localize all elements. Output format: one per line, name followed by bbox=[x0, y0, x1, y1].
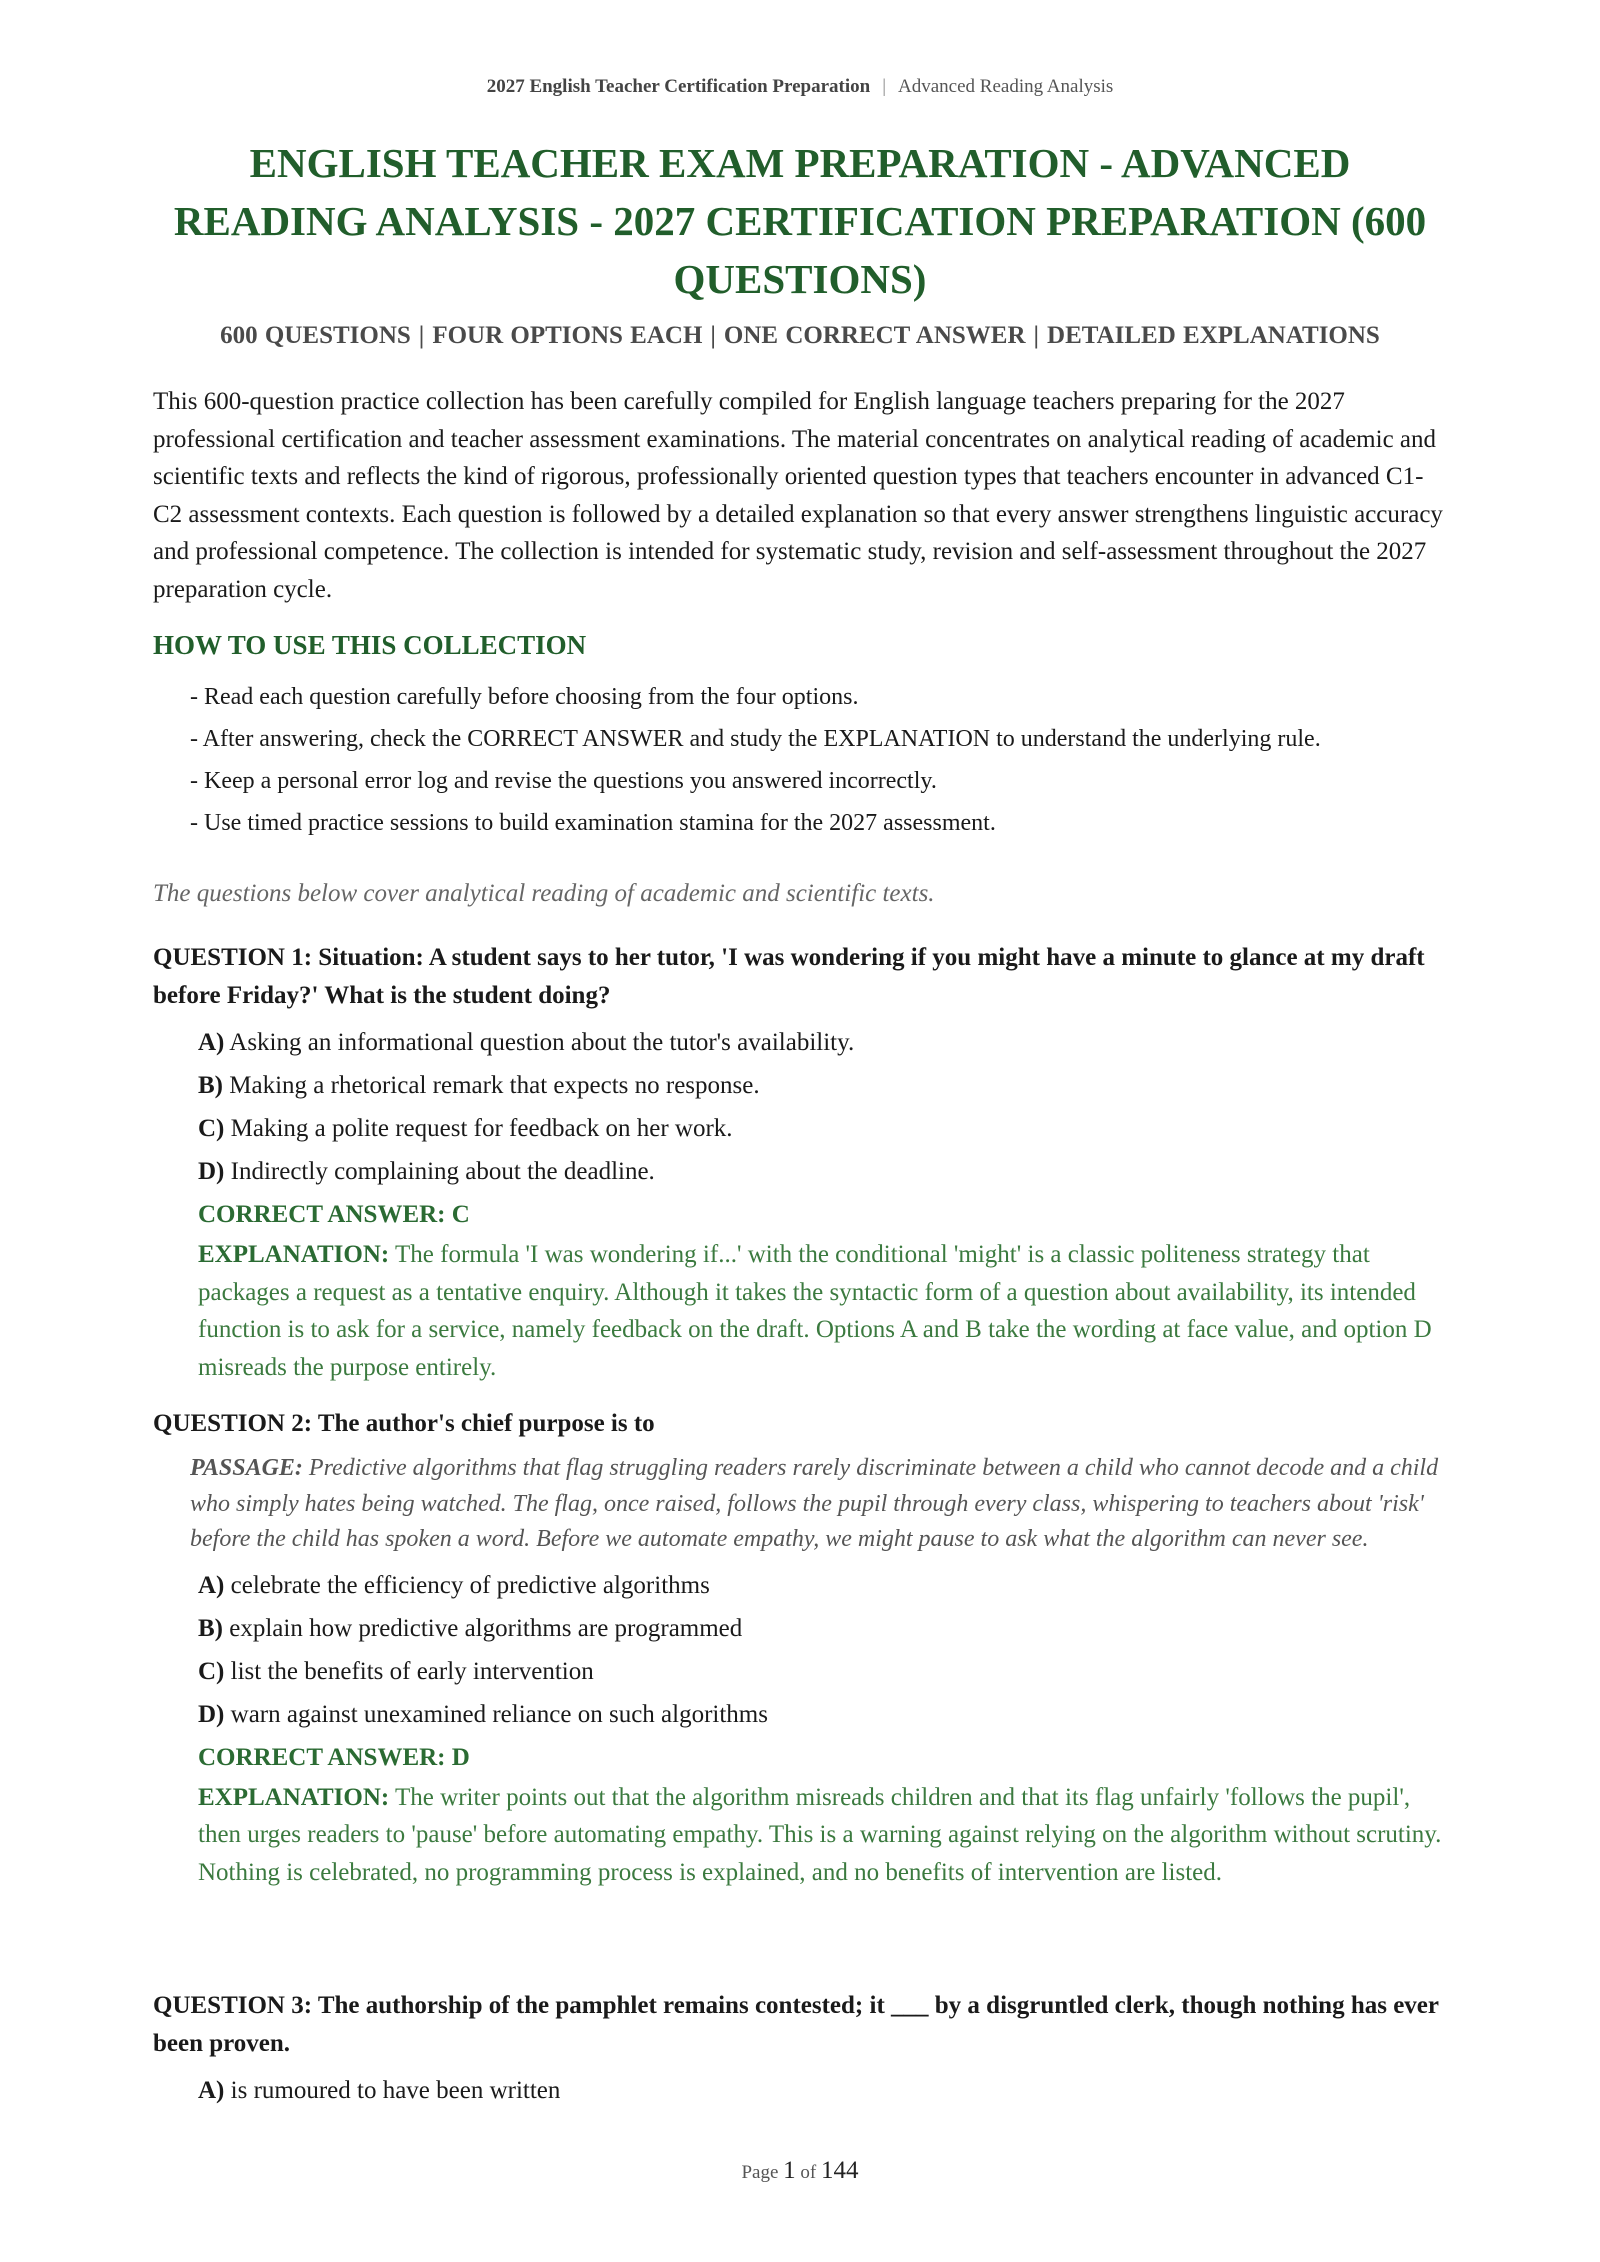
meta-item: FOUR OPTIONS EACH bbox=[432, 322, 703, 349]
question-3 bbox=[153, 1987, 1447, 2112]
option-letter: A) bbox=[198, 1029, 225, 1056]
explanation-label: EXPLANATION: bbox=[198, 1241, 390, 1268]
page-footer bbox=[0, 2157, 1600, 2185]
meta-line bbox=[0, 322, 1600, 350]
meta-item: ONE CORRECT ANSWER bbox=[723, 322, 1026, 349]
explanation-label: EXPLANATION: bbox=[198, 1783, 390, 1811]
meta-separator: | bbox=[710, 322, 716, 349]
option-c bbox=[198, 1650, 1447, 1693]
question-2 bbox=[153, 1405, 1447, 1891]
passage-text: Predictive algorithms that flag struggling readers rarely discriminate between a child who cannot decode and a child who simply hates being watched. The flag, once raised, follows the pupil through every class, whispering to teachers about 'risk' before the child has spoken a word. Before we automate empathy, we might pause to ask what the algorithm can never see. bbox=[190, 1455, 1439, 1552]
option-letter: A) bbox=[198, 1571, 225, 1599]
running-head-section: Advanced Reading Analysis bbox=[898, 76, 1114, 97]
question-stem: QUESTION 1: Situation: A student says to her tutor, 'I was wondering if you might have a minute to glance at my draft before Friday?' What is the student doing? bbox=[153, 944, 1425, 1009]
option-a bbox=[198, 2069, 1447, 2112]
option-letter: D) bbox=[198, 1158, 225, 1185]
explanation-text: The writer points out that the algorithm misreads children and that its flag unfairly 'follows the pupil', then urges readers to 'pause' before automating empathy. This is a warning against relying on the algorithm without scrutiny. Nothing is celebrated, no programming process is explained, and no benefits of intervention are listed. bbox=[198, 1783, 1442, 1886]
option-text: explain how predictive algorithms are programmed bbox=[229, 1614, 743, 1642]
document-title: ENGLISH TEACHER EXAM PREPARATION - ADVANCED READING ANALYSIS - 2027 CERTIFICATION PREPARATION (600 QUESTIONS) bbox=[173, 140, 1427, 302]
how-to-use-list bbox=[190, 679, 1447, 847]
running-head-separator: | bbox=[882, 76, 887, 97]
page-label: Page bbox=[741, 2162, 779, 2183]
option-list bbox=[198, 1564, 1447, 1736]
page-number: 1 bbox=[783, 2157, 796, 2184]
option-text: is rumoured to have been written bbox=[230, 2077, 561, 2104]
scope-note: The questions below cover analytical reading of academic and scientific texts. bbox=[153, 880, 935, 907]
option-b bbox=[198, 1064, 1447, 1107]
question-stem: QUESTION 3: The authorship of the pamphlet remains contested; it ___ by a disgruntled clerk, though nothing has ever been proven. bbox=[153, 1992, 1439, 2057]
list-item: - Read each question carefully before choosing from the four options. bbox=[190, 684, 859, 710]
option-letter: C) bbox=[198, 1657, 225, 1685]
intro-paragraph: This 600-question practice collection has been carefully compiled for English language teachers preparing for the 2027 professional certification and teacher assessment examinations. The material concentrates on analytical reading of academic and scientific texts and reflects the kind of rigorous, professionally oriented question types that teachers encounter in advanced C1-C2 assessment contexts. Each question is followed by a detailed explanation so that every answer strengthens linguistic accuracy and professional competence. The collection is intended for systematic study, revision and self-assessment throughout the 2027 preparation cycle. bbox=[153, 388, 1443, 603]
option-c bbox=[198, 1107, 1447, 1150]
option-text: celebrate the efficiency of predictive algorithms bbox=[230, 1571, 710, 1599]
option-text: list the benefits of early intervention bbox=[230, 1657, 594, 1685]
how-to-use-heading: HOW TO USE THIS COLLECTION bbox=[153, 630, 587, 660]
option-text: warn against unexamined reliance on such algorithms bbox=[230, 1700, 768, 1728]
page-of: of bbox=[800, 2162, 817, 2183]
option-a bbox=[198, 1564, 1447, 1607]
explanation bbox=[198, 1779, 1447, 1892]
passage-label: PASSAGE: bbox=[190, 1455, 303, 1481]
option-letter: B) bbox=[198, 1614, 223, 1642]
option-d bbox=[198, 1150, 1447, 1193]
list-item: - Keep a personal error log and revise the questions you answered incorrectly. bbox=[190, 768, 937, 794]
option-d bbox=[198, 1693, 1447, 1736]
list-item: - Use timed practice sessions to build examination stamina for the 2027 assessment. bbox=[190, 810, 996, 836]
page-total: 144 bbox=[821, 2157, 859, 2184]
question-1 bbox=[153, 939, 1447, 1386]
option-letter: A) bbox=[198, 2077, 225, 2104]
question-stem: QUESTION 2: The author's chief purpose is to bbox=[153, 1410, 655, 1437]
option-a bbox=[198, 1021, 1447, 1064]
list-item: - After answering, check the CORRECT ANSWER and study the EXPLANATION to understand the underlying rule. bbox=[190, 726, 1321, 752]
correct-answer: CORRECT ANSWER: C bbox=[198, 1201, 470, 1228]
option-letter: B) bbox=[198, 1072, 223, 1099]
option-b bbox=[198, 1607, 1447, 1650]
option-letter: D) bbox=[198, 1700, 225, 1728]
passage bbox=[190, 1451, 1447, 1558]
meta-item: DETAILED EXPLANATIONS bbox=[1047, 322, 1380, 349]
option-list bbox=[198, 2069, 1447, 2112]
option-text: Indirectly complaining about the deadline. bbox=[230, 1158, 655, 1185]
meta-separator: | bbox=[418, 322, 425, 349]
running-head-title: 2027 English Teacher Certification Preparation bbox=[486, 76, 871, 97]
option-text: Making a rhetorical remark that expects no response. bbox=[229, 1072, 760, 1099]
correct-answer: CORRECT ANSWER: D bbox=[198, 1743, 470, 1771]
explanation bbox=[198, 1236, 1447, 1386]
meta-item: 600 QUESTIONS bbox=[220, 322, 411, 349]
option-text: Making a polite request for feedback on her work. bbox=[230, 1115, 733, 1142]
running-head bbox=[0, 76, 1600, 98]
option-list bbox=[198, 1021, 1447, 1193]
option-text: Asking an informational question about the tutor's availability. bbox=[229, 1029, 855, 1056]
meta-separator: | bbox=[1033, 322, 1040, 349]
explanation-text: The formula 'I was wondering if...' with the conditional 'might' is a classic politeness strategy that packages a request as a tentative enquiry. Although it takes the syntactic form of a question about availability, its intended function is to ask for a service, namely feedback on the draft. Options A and B take the wording at face value, and option D misreads the purpose entirely. bbox=[198, 1241, 1432, 1381]
option-letter: C) bbox=[198, 1115, 225, 1142]
